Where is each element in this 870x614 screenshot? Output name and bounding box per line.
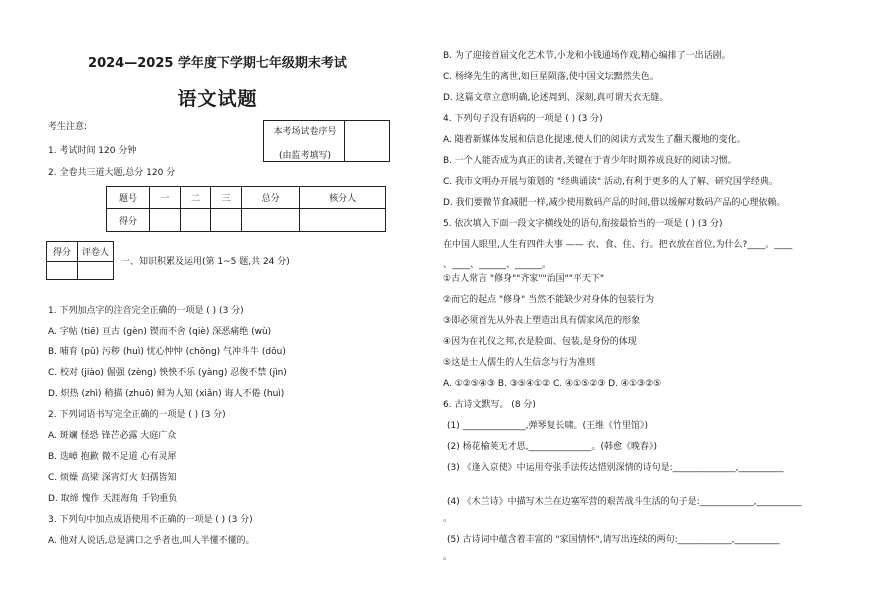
subject-title: 语文试题 <box>177 88 258 110</box>
grader-score-label: 得分 <box>47 242 78 262</box>
poem-blank-line: 。 <box>443 514 453 524</box>
score-header-cell: 核分人 <box>300 187 386 209</box>
seat-number-note: (由监考填写) <box>278 151 332 161</box>
option-line: B. 一个人能否成为真正的读者,关键在于青少年时期养成良好的阅读习惯。 <box>443 156 737 166</box>
notice-item-time: 1. 考试时间 120 分钟 <box>48 146 137 156</box>
score-header-cell: 二 <box>180 187 211 209</box>
grader-name-label: 评卷人 <box>78 242 114 262</box>
question-line: 4. 下列句子没有语病的一项是 ( ) (3 分) <box>443 114 603 124</box>
question-line: 3. 下列句中加点成语使用不正确的一项是 ( ) (3 分) <box>48 515 253 525</box>
poem-blank-line: 。 <box>443 552 453 562</box>
option-line: D. 这篇文章立意明确,论述周到、深刻,真可谓天衣无缝。 <box>443 93 669 103</box>
score-cell[interactable] <box>211 209 242 232</box>
score-header-cell: 总分 <box>241 187 299 209</box>
option-line: A. 字帖 (tiē) 亘古 (gèn) 锲而不舍 (qiè) 深恶痛绝 (wù) <box>48 327 272 337</box>
sentence-item: ④因为在礼仪之邦,衣是脸面、包装,是身份的体现 <box>443 337 637 347</box>
passage-line: 、____、______、______。 <box>443 260 552 270</box>
seat-number-label: 本考场试卷序号 <box>273 127 337 137</box>
sentence-item: ①古人常言 "修身""齐家""治国""平天下" <box>443 274 605 284</box>
score-header-cell: 题号 <box>107 187 150 209</box>
sentence-item: ③即必须首先从外表上塑造出具有儒家风范的形象 <box>443 316 641 326</box>
score-cell[interactable] <box>180 209 211 232</box>
score-cell[interactable] <box>150 209 181 232</box>
poem-blank-line: (1) ______________,弹琴复长啸。(王维《竹里馆》) <box>447 421 648 431</box>
question-line: 1. 下列加点字的注音完全正确的一项是 ( ) (3 分) <box>48 306 244 316</box>
grader-score-cell[interactable] <box>47 262 78 280</box>
passage-line: 在中国人眼里,人生有四件大事 —— 衣、食、住、行。把衣放在首位,为什么?____。____ <box>443 240 793 250</box>
option-line: B. 迭嶂 抱歉 微不足道 心有灵犀 <box>48 452 177 462</box>
option-line: A. 他对人说话,总是满口之乎者也,叫人半懂不懂的。 <box>48 536 255 546</box>
option-line: B. 哺育 (pǔ) 污秽 (huì) 忧心忡忡 (chōng) 气冲斗牛 (dǒu) <box>48 347 286 357</box>
option-line: A. ①②⑤④③ B. ③⑤④①② C. ④①⑤②③ D. ④①③②⑤ <box>443 379 662 389</box>
grader-table <box>46 241 114 280</box>
notice-item-score: 2. 全卷共三道大题,总分 120 分 <box>48 168 176 178</box>
poem-blank-line: (4) 《木兰诗》中描写木兰在边塞军营的艰苦战斗生活的句子是:____________,__________ <box>447 497 802 507</box>
option-line: D. 炽热 (zhì) 稍描 (zhuō) 鲜为人知 (xiǎn) 诲人不倦 (huì) <box>48 389 285 399</box>
score-cell[interactable] <box>241 209 299 232</box>
seat-number-box <box>263 120 390 162</box>
score-header-cell: 三 <box>211 187 242 209</box>
sentence-item: ②而它的起点 "修身" 当然不能缺少对身体的包装行为 <box>443 295 655 305</box>
score-header-cell: 一 <box>150 187 181 209</box>
poem-blank-line: (5) 古诗词中蕴含着丰富的 "家国情怀",请写出连续的两句:____________,__________ <box>447 535 780 545</box>
section1-title: 一、知识积累及运用(第 1~5 题,共 24 分) <box>121 257 290 267</box>
sentence-item: ⑤这是士人儒生的人生信念与行为准则 <box>443 358 596 368</box>
option-line: A. 斑斓 怪恐 锋芒必露 大庭广众 <box>48 431 177 441</box>
option-line: B. 为了迎接首届文化艺术节,小龙和小钱通场作戏,精心编排了一出话剧。 <box>443 51 731 61</box>
question-line: 2. 下列词语书写完全正确的一项是 ( ) (3 分) <box>48 410 226 420</box>
grader-name-cell[interactable] <box>78 262 114 280</box>
option-line: C. 我市文明办开展与策划的 "经典诵读" 活动,有利于更多的人了解、研究国学经典。 <box>443 177 778 187</box>
option-line: C. 烦燥 高梁 深宵灯火 妇孺皆知 <box>48 473 177 483</box>
option-line: D. 我们要微节食减肥一样,减少使用数码产品的时间,借以缓解对数码产品的心理依赖。 <box>443 198 786 208</box>
score-row-label: 得分 <box>107 209 150 232</box>
option-line: C. 杨绛先生的离世,如巨星陨落,使中国文坛黯然失色。 <box>443 72 659 82</box>
exam-title: 2024—2025 学年度下学期七年级期末考试 <box>88 56 347 71</box>
option-line: D. 取缔 愧作 天涯海角 千钧重负 <box>48 494 178 504</box>
poem-blank-line: (2) 杨花榆荚无才思,______________。(韩愈《晚春》) <box>447 442 657 452</box>
score-table <box>106 186 386 232</box>
question-line: 6. 古诗文默写。 (8 分) <box>443 400 536 410</box>
question-line: 5. 依次填入下面一段文字横线处的语句,衔接最恰当的一项是 ( ) (3 分) <box>443 219 723 229</box>
score-cell[interactable] <box>300 209 386 232</box>
option-line: C. 校对 (jiào) 倔强 (zèng) 怏怏不乐 (yàng) 忍俊不禁 (jìn) <box>48 368 287 378</box>
option-line: A. 随着新媒体发展和信息化提速,使人们的阅读方式发生了翻天覆地的变化。 <box>443 135 746 145</box>
poem-blank-line: (3) 《逢入京使》中运用夸张手法传达惜别深情的诗句是:______________,__________ <box>447 463 784 473</box>
notice-heading: 考生注意: <box>48 122 88 132</box>
